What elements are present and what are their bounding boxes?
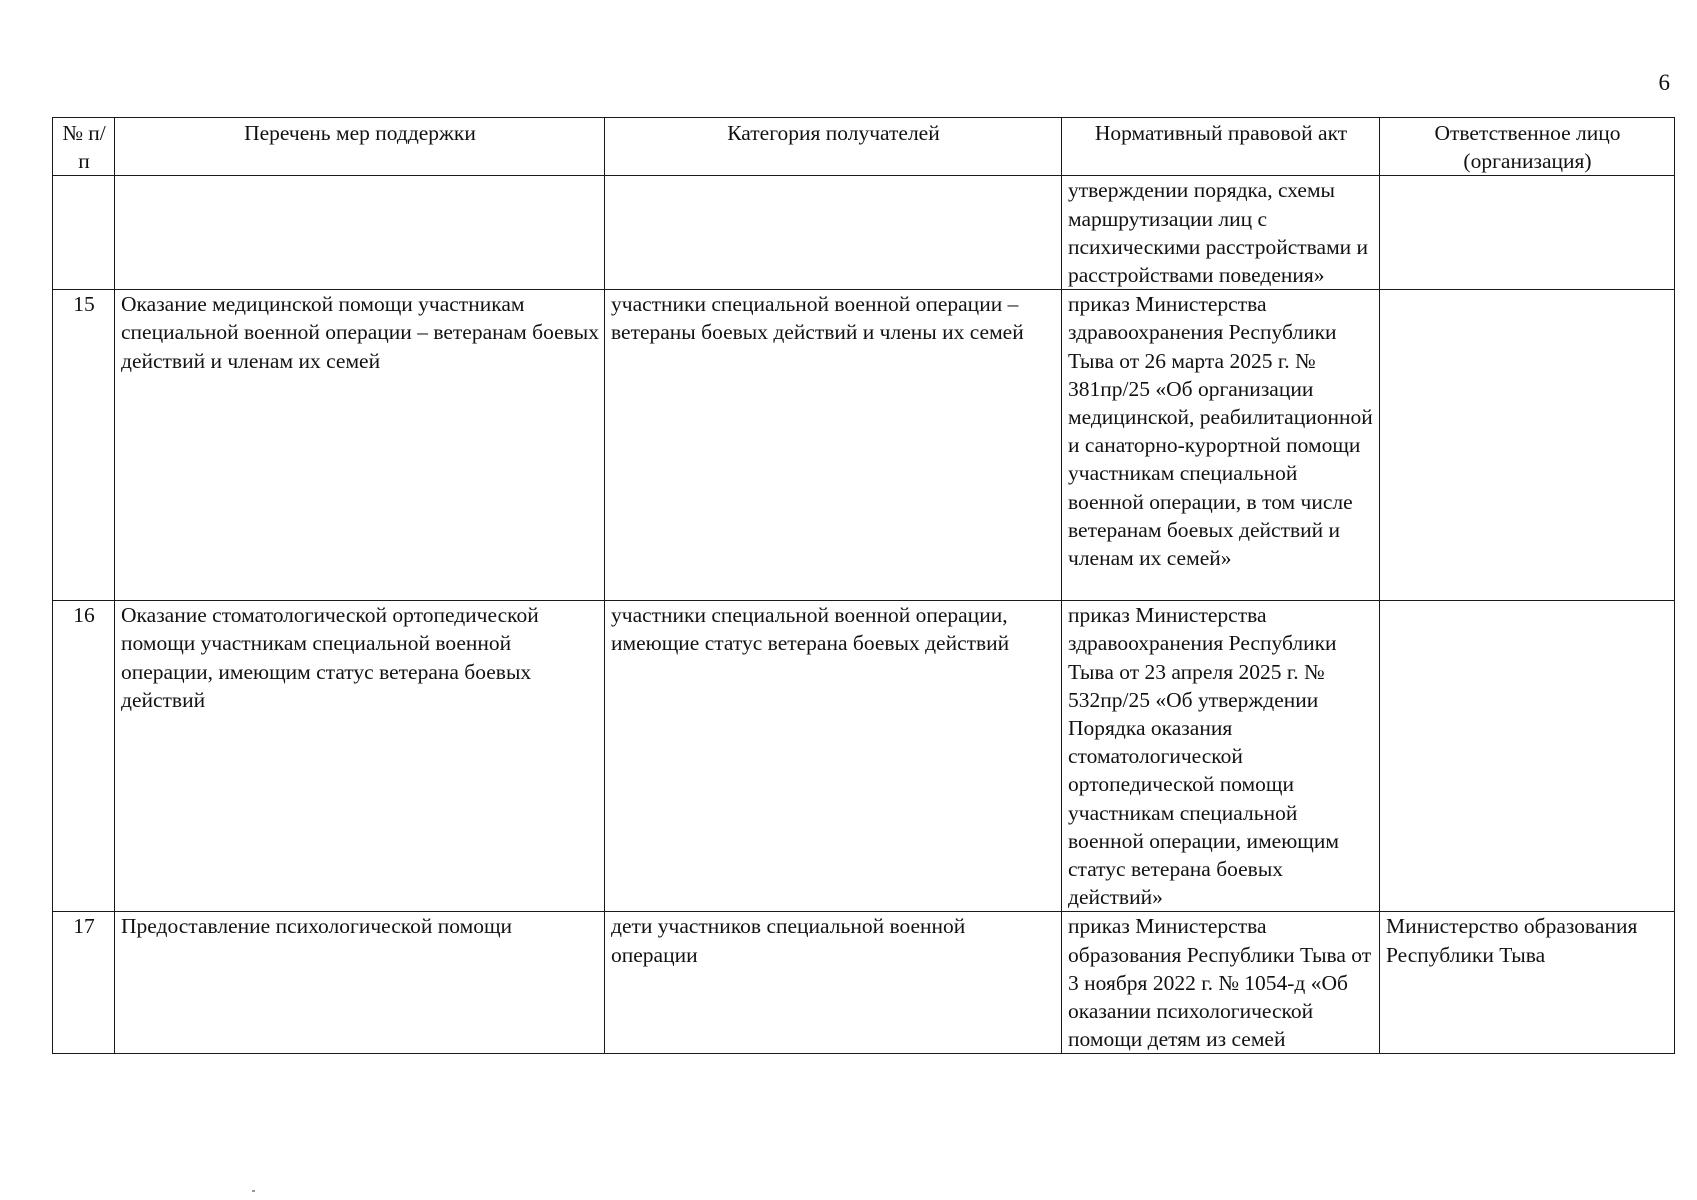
cell-responsible — [1380, 601, 1675, 912]
cell-category — [605, 176, 1062, 290]
header-num: № п/п — [53, 118, 115, 176]
cell-act: приказ Министерства здравоохранения Республики Тыва от 26 марта 2025 г. № 381пр/25 «Об организации медицинской, реабилитационной и санаторно-курортной помощи участникам специальной военной операции, в том числе ветеранам боевых действий и членам их семей» — [1062, 290, 1380, 601]
cell-num: 17 — [53, 912, 115, 1054]
table-header-row — [53, 118, 1675, 176]
cell-measure — [115, 176, 605, 290]
cell-responsible: Министерство образования Республики Тыва — [1380, 912, 1675, 1054]
cell-category: участники специальной военной операции, имеющие статус ветерана боевых действий — [605, 601, 1062, 912]
cell-num: 16 — [53, 601, 115, 912]
cell-num: 15 — [53, 290, 115, 601]
table-row — [53, 912, 1675, 1054]
cell-measure: Оказание стоматологической ортопедической помощи участникам специальной военной операции, имеющим статус ветерана боевых действий — [115, 601, 605, 912]
cell-category: участники специальной военной операции – ветераны боевых действий и члены их семей — [605, 290, 1062, 601]
cell-measure: Предоставление психологической помощи — [115, 912, 605, 1054]
table-row-continuation — [53, 176, 1675, 290]
cell-responsible — [1380, 176, 1675, 290]
cell-num — [53, 176, 115, 290]
header-category: Категория получателей — [605, 118, 1062, 176]
scan-speck — [252, 1190, 255, 1192]
header-act: Нормативный правовой акт — [1062, 118, 1380, 176]
cell-measure: Оказание медицинской помощи участникам специальной военной операции – ветеранам боевых действий и членам их семей — [115, 290, 605, 601]
cell-act: утверждении порядка, схемы маршрутизации лиц с психическими расстройствами и расстройствами поведения» — [1062, 176, 1380, 290]
header-measure: Перечень мер поддержки — [115, 118, 605, 176]
page-number: 6 — [1658, 70, 1670, 95]
table-row — [53, 601, 1675, 912]
cell-act: приказ Министерства здравоохранения Республики Тыва от 23 апреля 2025 г. № 532пр/25 «Об утверждении Порядка оказания стоматологической ортопедической помощи участникам специальной военной операции, имеющим статус ветерана боевых действий» — [1062, 601, 1380, 912]
cell-act: приказ Министерства образования Республики Тыва от 3 ноября 2022 г. № 1054-д «Об оказании психологической помощи детям из семей — [1062, 912, 1380, 1054]
cell-category: дети участников специальной военной операции — [605, 912, 1062, 1054]
table-row — [53, 290, 1675, 601]
header-responsible: Ответственное лицо (организация) — [1380, 118, 1675, 176]
support-measures-table — [52, 117, 1675, 1054]
cell-responsible — [1380, 290, 1675, 601]
